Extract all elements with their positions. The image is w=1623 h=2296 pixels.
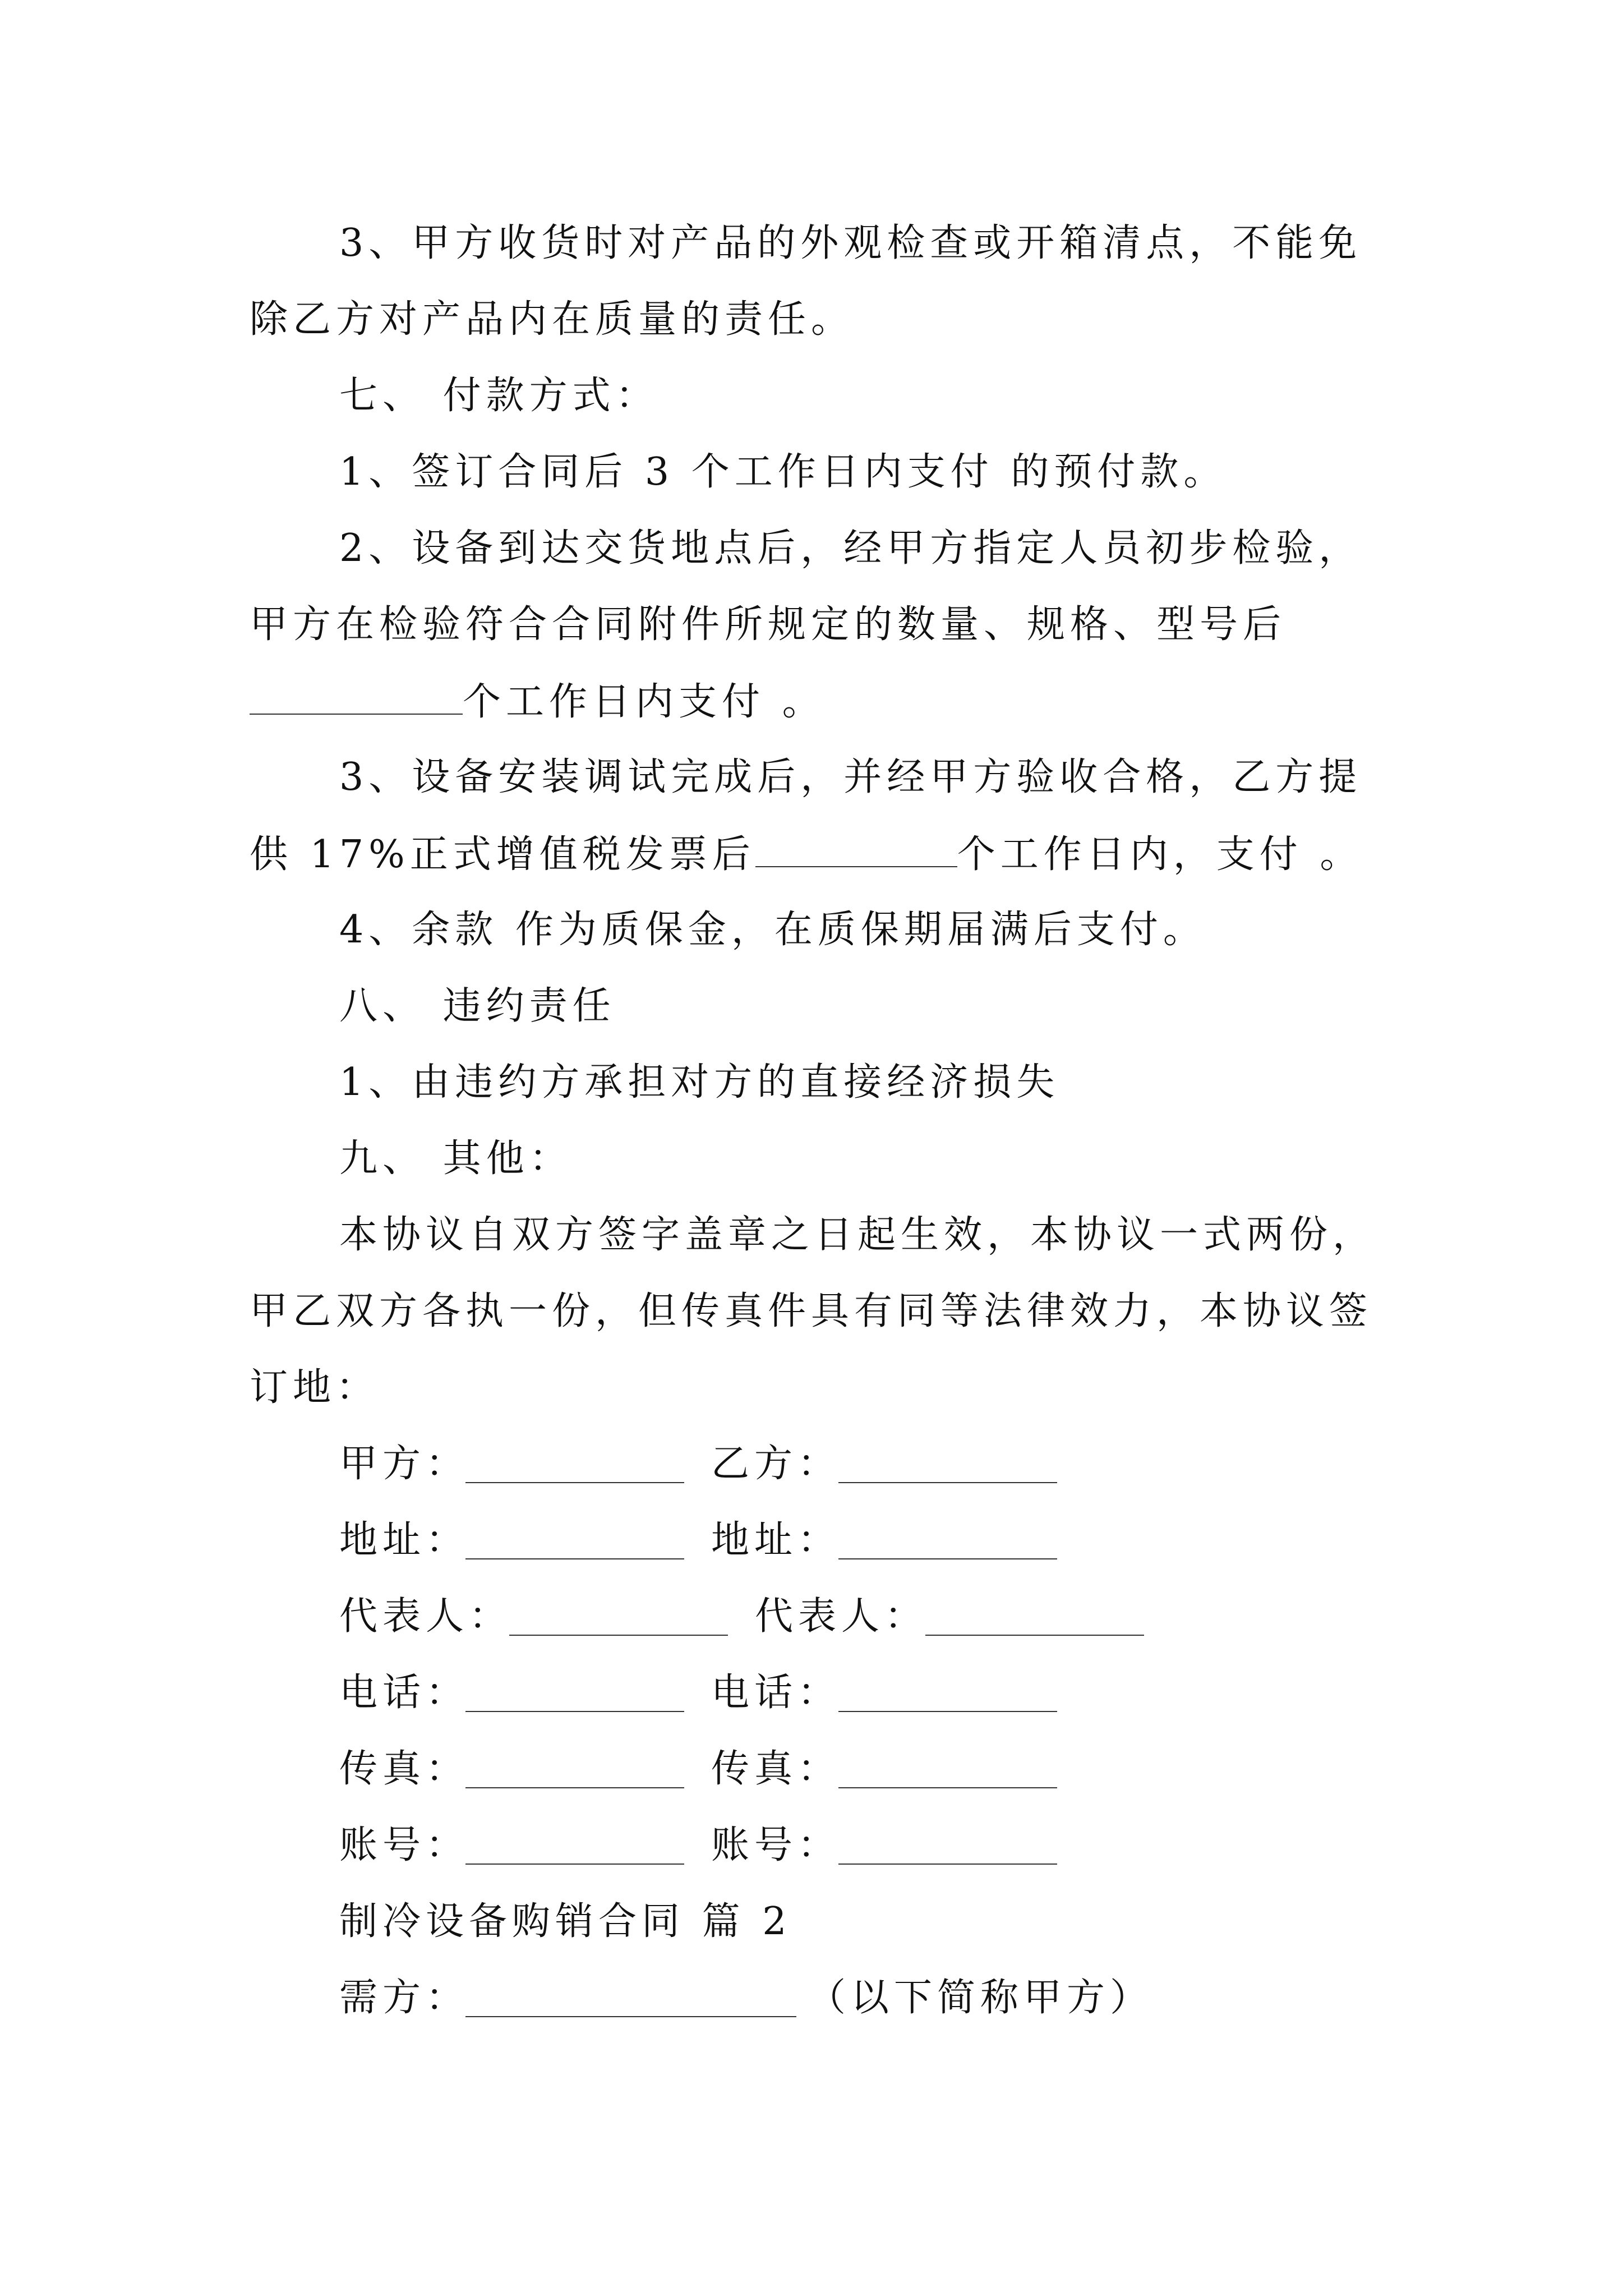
other-clause-line-2: 甲乙双方各执一份，但传真件具有同等法律效力，本协议签 <box>250 1289 1373 1333</box>
buyer-suffix: （以下简称甲方） <box>808 1976 1154 2020</box>
party-b-label: 乙方： <box>711 1442 841 1486</box>
phone-b-blank <box>838 1710 1057 1712</box>
party-a-label: 甲方： <box>339 1442 469 1486</box>
representative-b-label: 代表人： <box>755 1594 928 1639</box>
blank-days-field <box>250 682 463 715</box>
address-b-label: 地址： <box>711 1518 841 1562</box>
section-8-title: 八、 违约责任 <box>339 984 616 1028</box>
payment-clause-3-text-a: 供 17%正式增值税发票后 <box>250 832 755 877</box>
other-clause-line-3: 订地： <box>250 1365 380 1410</box>
party-b-blank <box>838 1481 1057 1483</box>
other-clause-line-1: 本协议自双方签字盖章之日起生效，本协议一式两份， <box>339 1213 1376 1257</box>
payment-clause-2-text: 个工作日内支付 。 <box>463 680 826 724</box>
payment-clause-1: 1、签订合同后 3 个工作日内支付 的预付款。 <box>339 450 1227 494</box>
fax-b-blank <box>838 1786 1057 1788</box>
fax-a-blank <box>465 1786 684 1788</box>
buyer-blank <box>465 2015 796 2017</box>
breach-clause-1: 1、由违约方承担对方的直接经济损失 <box>339 1060 1060 1105</box>
account-a-blank <box>465 1862 684 1865</box>
party-a-blank <box>465 1481 684 1483</box>
account-b-blank <box>838 1862 1057 1865</box>
account-a-label: 账号： <box>339 1823 469 1867</box>
representative-b-blank <box>925 1634 1144 1636</box>
payment-clause-2-line-1: 2、设备到达交货地点后，经甲方指定人员初步检验， <box>339 526 1362 570</box>
clause-6-3-line-1: 3、甲方收货时对产品的外观检查或开箱清点，不能免 <box>339 221 1362 265</box>
phone-a-blank <box>465 1710 684 1712</box>
payment-clause-3-line-2 <box>250 832 1363 877</box>
payment-clause-2-line-2: 甲方在检验符合合同附件所规定的数量、规格、型号后 <box>250 602 1287 647</box>
fax-a-label: 传真： <box>339 1747 469 1791</box>
representative-a-label: 代表人： <box>339 1594 513 1639</box>
account-b-label: 账号： <box>711 1823 841 1867</box>
clause-6-3-line-2: 除乙方对产品内在质量的责任。 <box>250 297 855 342</box>
address-a-blank <box>465 1557 684 1559</box>
payment-clause-2-line-3 <box>250 680 826 724</box>
phone-b-label: 电话： <box>711 1671 841 1715</box>
payment-clause-4: 4、余款 作为质保金，在质保期届满后支付。 <box>339 908 1206 952</box>
blank-days-field <box>755 835 957 867</box>
section-9-title: 九、 其他： <box>339 1137 573 1181</box>
address-a-label: 地址： <box>339 1518 469 1562</box>
address-b-blank <box>838 1557 1057 1559</box>
payment-clause-3-text-b: 个工作日内，支付 。 <box>957 832 1363 877</box>
buyer-label: 需方： <box>339 1976 469 2020</box>
section-7-title: 七、 付款方式： <box>339 374 659 418</box>
payment-clause-3-line-1: 3、设备安装调试完成后，并经甲方验收合格，乙方提 <box>339 755 1362 799</box>
next-contract-title: 制冷设备购销合同 篇 2 <box>339 1899 792 1944</box>
representative-a-blank <box>509 1634 728 1636</box>
phone-a-label: 电话： <box>339 1671 469 1715</box>
fax-b-label: 传真： <box>711 1747 841 1791</box>
